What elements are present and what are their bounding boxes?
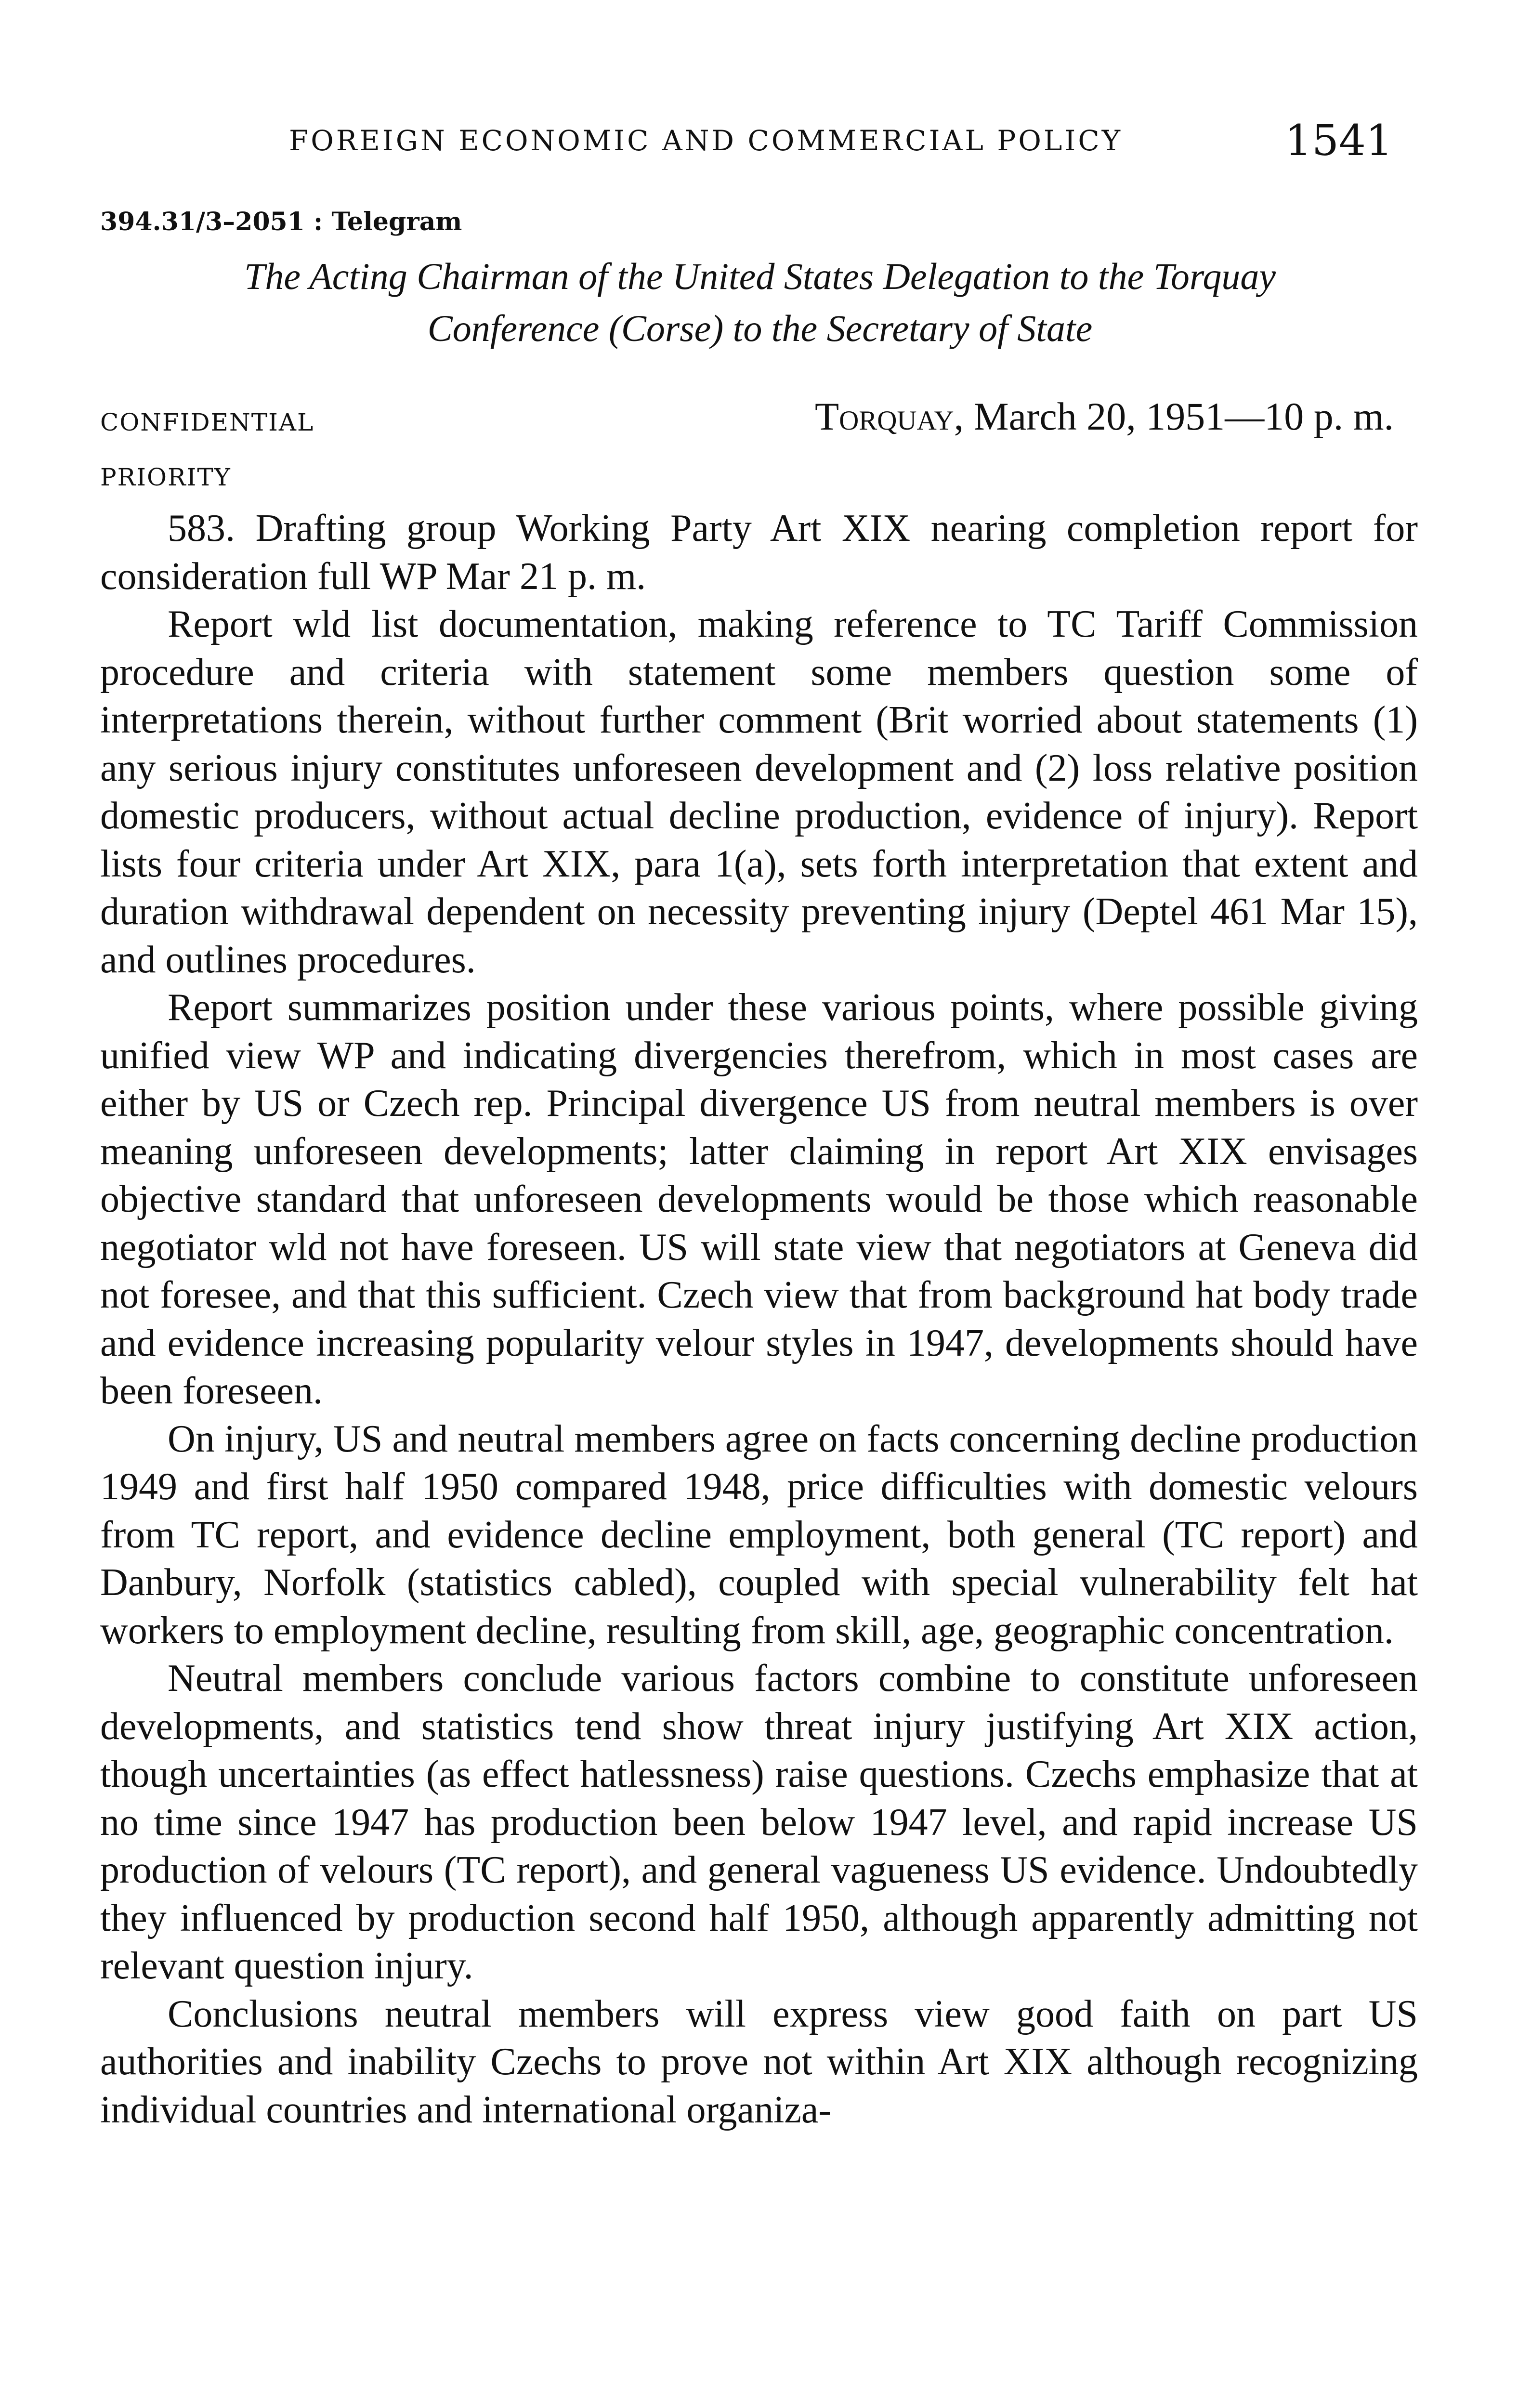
document-title <box>100 250 1420 354</box>
paragraph: On injury, US and neutral members agree on facts concerning decline production 1949 and first half 1950 compared 1948, price difficulties with domestic velours from TC report, and evidence decline employment, both general (TC report) and Danbury, Norfolk (statistics cabled), coupled with special vulnerability felt hat workers to employment decline, resulting from skill, age, geographic concentration. <box>100 1417 1418 1652</box>
priority-label: PRIORITY <box>100 463 231 491</box>
paragraph: Report summarizes position under these various points, where possible giving unified view WP and indicating divergencies therefrom, which in most cases are either by US or Czech rep. Principal divergence US from neutral members is over meaning unforeseen developments; latter claiming in report Art XIX envisages objective standard that unforeseen developments would be those which reasonable negotiator wld not have foreseen. US will state view that negotiators at Geneva did not foresee, and that this sufficient. Czech view that from background hat body trade and evidence increasing popularity velour styles in 1947, developments should have been foreseen. <box>100 986 1418 1412</box>
document-title-line-2: Conference (Corse) to the Secretary of State <box>427 307 1093 349</box>
paragraph: 583. Drafting group Working Party Art XIX nearing completion report for consideration full WP Mar 21 p. m. <box>100 507 1418 598</box>
paragraph: Report wld list documentation, making reference to TC Tariff Commission procedure and criteria with statement some members question some of interpretations therein, without further comment (Brit worried about statements (1) any serious injury constitutes unforeseen development and (2) loss relative position domestic producers, without actual decline production, evidence of injury). Report lists four criteria under Art XIX, para 1(a), sets forth interpretation that extent and duration withdrawal dependent on necessity preventing injury (Deptel 461 Mar 15), and outlines procedures. <box>100 603 1418 981</box>
paragraph: Conclusions neutral members will express view good faith on part US authorities and inability Czechs to prove not within Art XIX although recognizing individual countries and international organiza- <box>100 1992 1418 2131</box>
dateline-place: Torquay, <box>815 394 964 438</box>
classification-label: CONFIDENTIAL <box>100 408 314 436</box>
document-id: 394.31/3–2051 : Telegram <box>100 207 462 236</box>
dateline <box>815 394 1394 439</box>
dateline-date: March 20, 1951—10 p. m. <box>964 394 1394 438</box>
running-head: FOREIGN ECONOMIC AND COMMERCIAL POLICY <box>289 124 1123 157</box>
telegram-body <box>100 505 1418 2134</box>
paragraph: Neutral members conclude various factors combine to constitute unforeseen developments, and statistics tend show threat injury justifying Art XIX action, though uncertainties (as effect hatlessness) raise questions. Czechs emphasize that at no time since 1947 has production been below 1947 level, and rapid increase US production of velours (TC report), and general vagueness US evidence. Undoubtedly they influenced by production second half 1950, although apparently admitting not relevant question injury. <box>100 1657 1418 1987</box>
page-number: 1541 <box>1285 116 1393 165</box>
document-title-line-1: The Acting Chairman of the United States Delegation to the Torquay <box>244 255 1276 297</box>
